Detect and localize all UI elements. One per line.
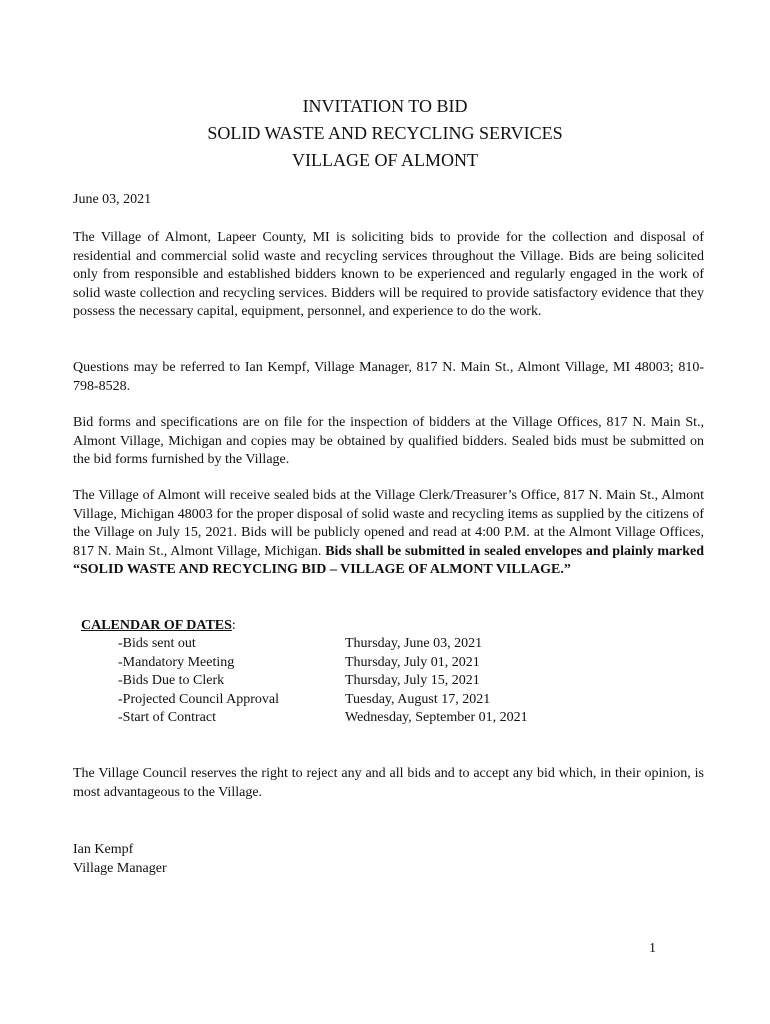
page-number: 1 xyxy=(649,941,656,956)
sealed-bids-marking-instructions: Bids shall be submitted in sealed envelopes and plainly marked “SOLID WASTE AND RECYCLING BID – VILLAGE OF ALMONT VILLAGE.” xyxy=(73,543,704,578)
calendar-row xyxy=(118,691,528,710)
calendar-date: Wednesday, September 01, 2021 xyxy=(345,710,528,726)
calendar-event: -Bids sent out xyxy=(118,636,196,651)
calendar-date: Thursday, June 03, 2021 xyxy=(345,636,483,651)
document-date: June 03, 2021 xyxy=(73,192,152,207)
calendar-row xyxy=(118,672,528,691)
signature-block xyxy=(73,841,167,878)
signatory-title: Village Manager xyxy=(73,860,167,876)
calendar-row xyxy=(118,654,528,673)
calendar-date: Thursday, July 01, 2021 xyxy=(345,654,480,670)
calendar-date: Tuesday, August 17, 2021 xyxy=(345,691,491,707)
calendar-event: -Mandatory Meeting xyxy=(118,654,235,670)
paragraph-solicitation: The Village of Almont, Lapeer County, MI is soliciting bids to provide for the collection and disposal of residential and commercial solid waste and recycling services throughout the Village. Bids are being solicited only from responsible and established bidders known to be experienced and regularly engaged in the work of solid waste collection and recycling services. Bidders will be required to provide satisfactory evidence that they possess the necessary capital, equipment, personnel, and experience to do the work. xyxy=(73,230,704,320)
title-line-2: SOLID WASTE AND RECYCLING SERVICES xyxy=(207,123,563,143)
calendar-heading-text: CALENDAR OF DATES xyxy=(81,618,232,633)
calendar-event: -Projected Council Approval xyxy=(118,691,279,707)
calendar-heading xyxy=(81,617,236,636)
paragraph-questions: Questions may be referred to Ian Kempf, Village Manager, 817 N. Main St., Almont Village, MI 48003; 810-798-8528. xyxy=(73,360,704,394)
calendar-heading-colon: : xyxy=(231,618,236,633)
sealed-bids-text: The Village of Almont will receive sealed bids at the Village Clerk/Treasurer’s Office, 817 N. Main St., Almont Village, Michigan 48003 for the proper disposal of solid waste and recycling items as supplied by the citizens of the Village on July 15, 2021. Bids will be publicly opened and read at 4:00 P.M. at the Almont Village Offices, 817 N. Main St., Almont Village, Michigan. xyxy=(73,488,704,559)
title-line-3: VILLAGE OF ALMONT xyxy=(292,150,478,170)
calendar-date: Thursday, July 15, 2021 xyxy=(345,673,480,689)
calendar-event: -Bids Due to Clerk xyxy=(118,673,225,689)
calendar-table xyxy=(118,635,528,728)
title-line-1: INVITATION TO BID xyxy=(302,96,468,116)
paragraph-sealed-bids xyxy=(73,487,704,580)
signatory-name: Ian Kempf xyxy=(73,842,134,857)
calendar-row xyxy=(118,635,528,654)
paragraph-reservation: The Village Council reserves the right to reject any and all bids and to accept any bid which, in their opinion, is most advantageous to the Village. xyxy=(73,766,704,800)
calendar-event: -Start of Contract xyxy=(118,710,216,726)
paragraph-bid-forms: Bid forms and specifications are on file for the inspection of bidders at the Village Offices, 817 N. Main St., Almont Village, Michigan and copies may be obtained by qualified bidders. Sealed bids must be submitted on the bid forms furnished by the Village. xyxy=(73,415,704,468)
calendar-row xyxy=(118,709,528,728)
document-title xyxy=(0,93,770,174)
